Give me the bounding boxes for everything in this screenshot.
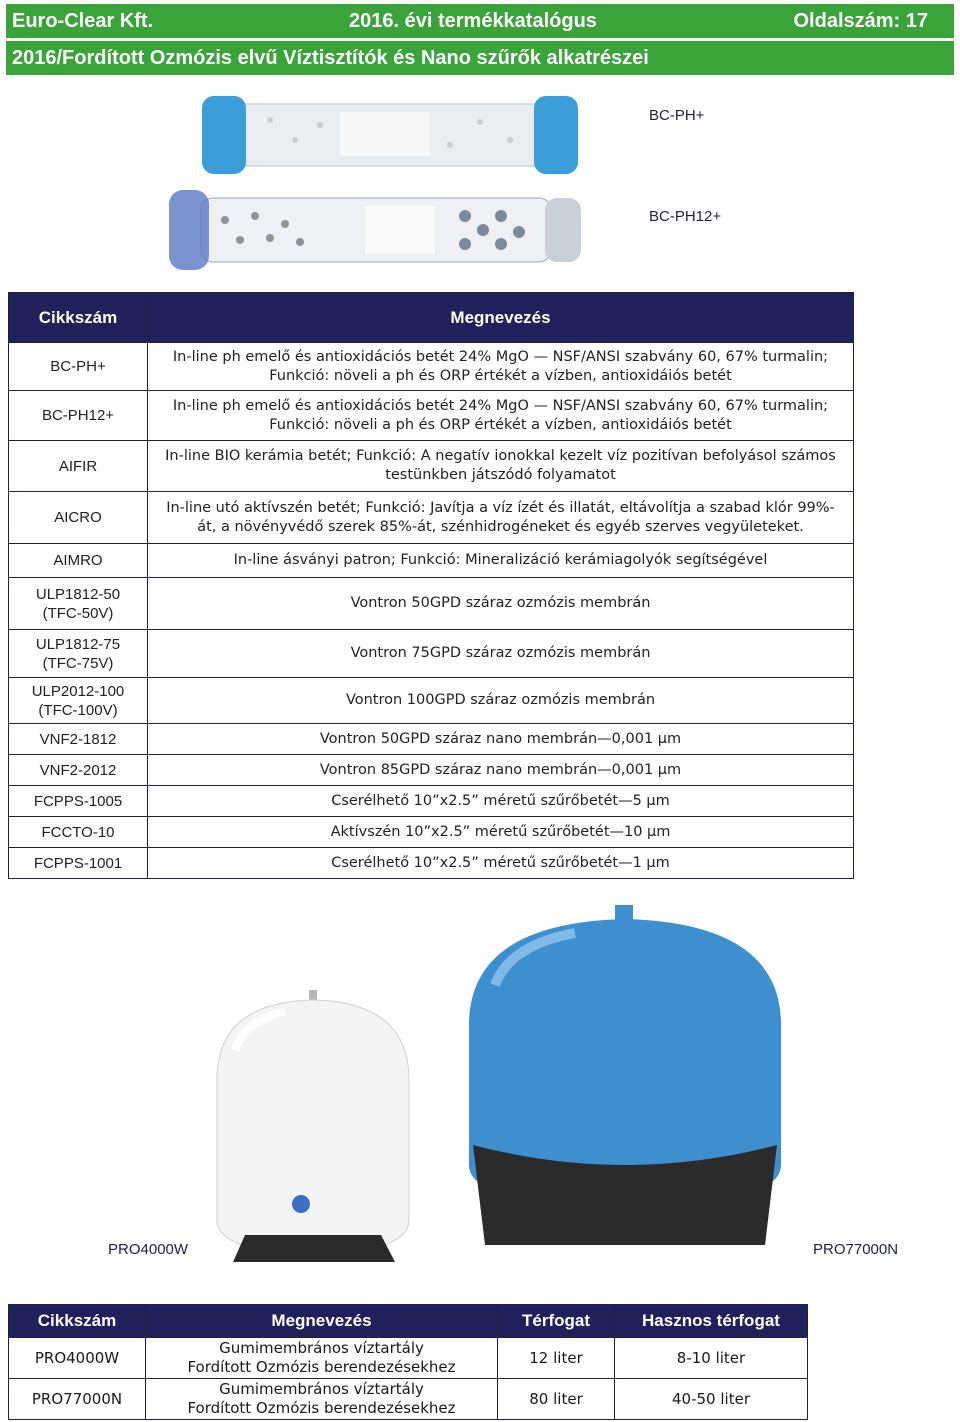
item-description: Cserélhető 10”x2.5” méretű szűrőbetét—5 µm bbox=[148, 786, 854, 817]
tank-useful-volume: 40-50 liter bbox=[615, 1379, 808, 1420]
item-code: ULP1812-50 (TFC-50V) bbox=[9, 578, 148, 630]
table-row bbox=[9, 724, 854, 755]
table-row bbox=[9, 492, 854, 544]
item-code: VNF2-2012 bbox=[9, 755, 148, 786]
tanks-table bbox=[8, 1304, 808, 1420]
item-description: Vontron 50GPD száraz nano membrán—0,001 µm bbox=[148, 724, 854, 755]
tank-label-pro4000w: PRO4000W bbox=[108, 1241, 189, 1258]
col-header-code: Cikkszám bbox=[9, 1305, 146, 1338]
table-row bbox=[9, 848, 854, 879]
table-header-row bbox=[9, 1305, 808, 1338]
cartridge-label-bc-ph12: BC-PH12+ bbox=[649, 208, 722, 225]
item-description: In-line utó aktívszén betét; Funkció: Javítja a víz ízét és illatát, eltávolítja a szabad klór 99%- át, a növényvédő szerek 85%-át, szénhidrogéneket és egyéb szerves vegyületeket. bbox=[148, 492, 854, 544]
page-subtitle: 2016/Fordított Ozmózis elvű Víztisztítók és Nano szűrők alkatrészei bbox=[12, 47, 649, 69]
item-code: AIFIR bbox=[9, 441, 148, 492]
tank-pro77000n-image bbox=[465, 905, 785, 1255]
table-row bbox=[9, 343, 854, 391]
col-header-useful-volume: Hasznos térfogat bbox=[615, 1305, 808, 1338]
item-description: In-line ph emelő és antioxidációs betét 24% MgO — NSF/ANSI szabvány 60, 67% turmalin; Funkció: növeli a ph és ORP értékét a vízben, antioxidáiós betét bbox=[148, 391, 854, 441]
item-code: BC-PH12+ bbox=[9, 391, 148, 441]
item-description: Vontron 75GPD száraz ozmózis membrán bbox=[148, 630, 854, 678]
cartridge-bc-ph12-image bbox=[165, 180, 585, 280]
item-description: Vontron 100GPD száraz ozmózis membrán bbox=[148, 678, 854, 724]
table-row bbox=[9, 678, 854, 724]
tank-pro4000w-image bbox=[205, 990, 420, 1275]
company-name: Euro-Clear Kft. bbox=[12, 10, 154, 32]
table-row bbox=[9, 1379, 808, 1420]
tank-volume: 12 liter bbox=[498, 1338, 615, 1379]
col-header-name: Megnevezés bbox=[148, 293, 854, 343]
table-row bbox=[9, 578, 854, 630]
item-code: FCPPS-1005 bbox=[9, 786, 148, 817]
item-description: Vontron 50GPD száraz ozmózis membrán bbox=[148, 578, 854, 630]
table-row bbox=[9, 786, 854, 817]
table-row bbox=[9, 817, 854, 848]
table-row bbox=[9, 391, 854, 441]
tank-volume: 80 liter bbox=[498, 1379, 615, 1420]
item-description: Aktívszén 10”x2.5” méretű szűrőbetét—10 µm bbox=[148, 817, 854, 848]
page-number: Oldalszám: 17 bbox=[793, 10, 928, 32]
col-header-code: Cikkszám bbox=[9, 293, 148, 343]
header-bar bbox=[6, 4, 954, 38]
parts-table bbox=[8, 292, 854, 879]
col-header-name: Megnevezés bbox=[146, 1305, 498, 1338]
table-row bbox=[9, 441, 854, 492]
tank-label-pro77000n: PRO77000N bbox=[813, 1241, 899, 1258]
table-row bbox=[9, 1338, 808, 1379]
catalog-title: 2016. évi termékkatalógus bbox=[349, 10, 597, 32]
subtitle-bar bbox=[6, 41, 954, 75]
tank-code: PRO4000W bbox=[9, 1338, 146, 1379]
cartridge-label-bc-ph: BC-PH+ bbox=[649, 107, 705, 124]
item-description: Cserélhető 10”x2.5” méretű szűrőbetét—1 µm bbox=[148, 848, 854, 879]
table-row bbox=[9, 544, 854, 578]
tank-name: Gumimembrános víztartály Fordított Ozmózis berendezésekhez bbox=[146, 1338, 498, 1379]
item-code: FCPPS-1001 bbox=[9, 848, 148, 879]
item-code: AIMRO bbox=[9, 544, 148, 578]
table-header-row bbox=[9, 293, 854, 343]
item-description: In-line ásványi patron; Funkció: Mineralizáció kerámiagolyók segítségével bbox=[148, 544, 854, 578]
item-code: ULP1812-75 (TFC-75V) bbox=[9, 630, 148, 678]
item-code: BC-PH+ bbox=[9, 343, 148, 391]
col-header-volume: Térfogat bbox=[498, 1305, 615, 1338]
tank-code: PRO77000N bbox=[9, 1379, 146, 1420]
table-row bbox=[9, 755, 854, 786]
item-description: In-line ph emelő és antioxidációs betét 24% MgO — NSF/ANSI szabvány 60, 67% turmalin; Funkció: növeli a ph és ORP értékét a vízben, antioxidáiós betét bbox=[148, 343, 854, 391]
tank-name: Gumimembrános víztartály Fordított Ozmózis berendezésekhez bbox=[146, 1379, 498, 1420]
item-description: Vontron 85GPD száraz nano membrán—0,001 µm bbox=[148, 755, 854, 786]
item-description: In-line BIO kerámia betét; Funkció: A negatív ionokkal kezelt víz pozitívan befolyásol számos testünkben játszódó folyamatot bbox=[148, 441, 854, 492]
item-code: AICRO bbox=[9, 492, 148, 544]
item-code: VNF2-1812 bbox=[9, 724, 148, 755]
cartridge-bc-ph-image bbox=[200, 90, 580, 180]
item-code: ULP2012-100 (TFC-100V) bbox=[9, 678, 148, 724]
table-row bbox=[9, 630, 854, 678]
tank-useful-volume: 8-10 liter bbox=[615, 1338, 808, 1379]
item-code: FCCTO-10 bbox=[9, 817, 148, 848]
